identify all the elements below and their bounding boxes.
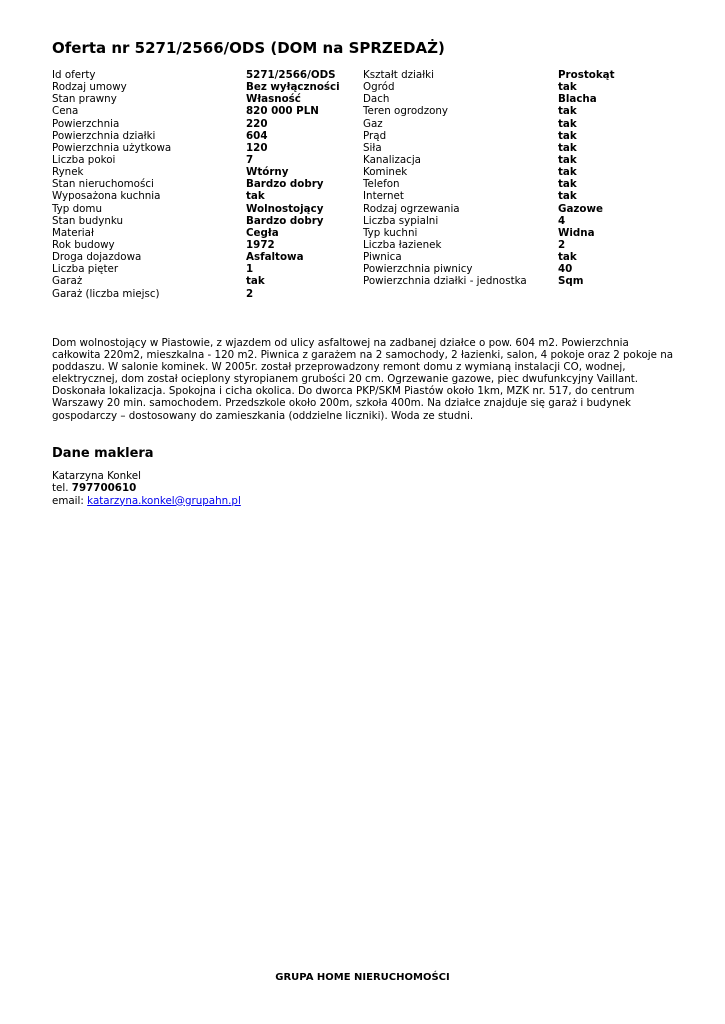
property-row bbox=[363, 142, 683, 154]
property-row bbox=[363, 154, 683, 166]
property-value: tak bbox=[558, 141, 577, 154]
property-value: Prostokąt bbox=[558, 69, 615, 81]
property-label: Stan budynku bbox=[52, 214, 124, 227]
property-label: Liczba pokoi bbox=[52, 153, 116, 166]
property-value: 4 bbox=[558, 214, 566, 227]
property-value: 120 bbox=[246, 141, 268, 154]
property-row bbox=[363, 118, 683, 130]
property-value: tak bbox=[558, 117, 577, 130]
agent-email-link[interactable]: katarzyna.konkel@grupahn.pl bbox=[87, 494, 241, 507]
property-label: Powierzchnia użytkowa bbox=[52, 141, 172, 154]
property-value: tak bbox=[558, 166, 577, 179]
property-label: Teren ogrodzony bbox=[363, 105, 449, 118]
footer-company-name: GRUPA HOME NIERUCHOMOŚCI bbox=[275, 972, 450, 983]
property-label: Materiał bbox=[52, 226, 94, 239]
property-row bbox=[363, 190, 683, 202]
property-row bbox=[52, 263, 363, 275]
property-row bbox=[363, 263, 683, 275]
property-label: Typ kuchni bbox=[363, 226, 418, 239]
property-row bbox=[52, 288, 363, 300]
property-row bbox=[363, 93, 683, 105]
property-label: Droga dojazdowa bbox=[52, 251, 142, 264]
property-row bbox=[363, 215, 683, 227]
property-label: Id oferty bbox=[52, 69, 96, 81]
property-row bbox=[52, 105, 363, 117]
property-label: Rodzaj ogrzewania bbox=[363, 202, 460, 215]
property-label: Liczba łazienek bbox=[363, 238, 442, 251]
property-value: Bardzo dobry bbox=[246, 214, 324, 227]
property-row bbox=[52, 142, 363, 154]
property-value: Wtórny bbox=[246, 166, 289, 179]
property-row bbox=[363, 166, 683, 178]
property-row bbox=[52, 130, 363, 142]
property-label: Kanalizacja bbox=[363, 153, 421, 166]
property-label: Powierzchnia bbox=[52, 117, 120, 130]
property-value: 2 bbox=[246, 287, 254, 300]
agent-email-label: email: bbox=[52, 494, 84, 507]
property-row bbox=[52, 166, 363, 178]
property-value: Sqm bbox=[558, 275, 584, 288]
property-row bbox=[52, 203, 363, 215]
property-row bbox=[363, 81, 683, 93]
property-label: Rok budowy bbox=[52, 238, 115, 251]
property-label: Piwnica bbox=[363, 251, 402, 264]
property-label: Powierzchnia piwnicy bbox=[363, 263, 473, 276]
property-value: Własność bbox=[246, 93, 301, 106]
property-label: Siła bbox=[363, 141, 382, 154]
property-label: Dach bbox=[363, 93, 390, 106]
property-column-left bbox=[52, 69, 363, 300]
property-label: Stan prawny bbox=[52, 93, 117, 106]
agent-details bbox=[52, 470, 241, 507]
property-value: 1972 bbox=[246, 238, 275, 251]
property-value: tak bbox=[558, 153, 577, 166]
property-label: Telefon bbox=[363, 178, 400, 191]
property-value: 7 bbox=[246, 153, 254, 166]
property-label: Liczba sypialni bbox=[363, 214, 439, 227]
property-row bbox=[363, 178, 683, 190]
property-row bbox=[52, 178, 363, 190]
agent-phone-line bbox=[52, 482, 241, 494]
property-row bbox=[52, 154, 363, 166]
property-value: 220 bbox=[246, 117, 268, 130]
property-value: tak bbox=[558, 190, 577, 203]
property-value: tak bbox=[558, 81, 577, 94]
property-label: Rodzaj umowy bbox=[52, 81, 127, 94]
agent-name: Katarzyna Konkel bbox=[52, 470, 141, 482]
property-row bbox=[363, 105, 683, 117]
property-label: Gaz bbox=[363, 117, 383, 130]
property-row bbox=[52, 81, 363, 93]
property-row bbox=[52, 227, 363, 239]
property-row bbox=[363, 130, 683, 142]
property-label: Rynek bbox=[52, 166, 84, 179]
property-label: Typ domu bbox=[52, 202, 102, 215]
property-label: Powierzchnia działki bbox=[52, 129, 156, 142]
property-value: Gazowe bbox=[558, 202, 603, 215]
property-label: Powierzchnia działki - jednostka bbox=[363, 275, 527, 288]
property-label: Stan nieruchomości bbox=[52, 178, 154, 191]
offer-description: Dom wolnostojący w Piastowie, z wjazdem od ulicy asfaltowej na zadbanej działce o pow. 604 m2. Powierzchnia całkowita 220m2, mieszkalna - 120 m2. Piwnica z garażem na 2 samochody, 2 łazienki, salon, 4 pokoje oraz 2 pokoje na poddaszu. W salonie kominek. W 2005r. został przeprowadzony remont domu z wymianą instalacji CO, wodnej, elektrycznej, dom został ocieplony styropianem grubości 20 cm. Ogrzewanie gazowe, piec dwufunkcyjny Vaillant. Doskonała lokalizacja. Spokojna i cicha okolica. Do dworca PKP/SKM Piastów około 1km, MZK nr. 517, do centrum Warszawy 20 min. samochodem. Przedszkole około 200m, szkoła 400m. Na działce znajduje się garaż i budynek gospodarczy – dostosowany do zamieszkania (oddzielne liczniki). Woda ze studni. bbox=[52, 337, 674, 422]
agent-phone-label: tel. bbox=[52, 482, 69, 495]
property-value: 604 bbox=[246, 129, 268, 142]
property-row bbox=[52, 239, 363, 251]
property-value: Widna bbox=[558, 226, 595, 239]
property-value: 1 bbox=[246, 263, 254, 276]
property-label: Kominek bbox=[363, 166, 408, 179]
property-value: tak bbox=[558, 178, 577, 191]
property-label: Internet bbox=[363, 190, 404, 203]
property-row bbox=[363, 275, 683, 287]
property-label: Kształt działki bbox=[363, 69, 434, 81]
property-value: tak bbox=[246, 275, 265, 288]
property-label: Wyposażona kuchnia bbox=[52, 190, 161, 203]
property-value: tak bbox=[558, 105, 577, 118]
property-value: 2 bbox=[558, 238, 566, 251]
property-label: Prąd bbox=[363, 129, 387, 142]
property-label: Cena bbox=[52, 105, 79, 118]
agent-heading: Dane maklera bbox=[52, 446, 154, 461]
property-row bbox=[363, 203, 683, 215]
property-label: Garaż bbox=[52, 275, 83, 288]
agent-email-line bbox=[52, 495, 241, 507]
property-value: tak bbox=[558, 251, 577, 264]
property-value: 820 000 PLN bbox=[246, 105, 319, 118]
property-value: 5271/2566/ODS bbox=[246, 69, 336, 81]
property-row bbox=[52, 93, 363, 105]
property-label: Ogród bbox=[363, 81, 395, 94]
property-value: Bardzo dobry bbox=[246, 178, 324, 191]
property-row bbox=[52, 69, 363, 81]
property-row bbox=[363, 227, 683, 239]
property-value: tak bbox=[558, 129, 577, 142]
property-column-right bbox=[363, 69, 683, 288]
property-value: Bez wyłączności bbox=[246, 81, 340, 94]
property-value: 40 bbox=[558, 263, 573, 276]
property-value: Wolnostojący bbox=[246, 202, 324, 215]
property-value: Asfaltowa bbox=[246, 251, 304, 264]
page-title: Oferta nr 5271/2566/ODS (DOM na SPRZEDAŻ) bbox=[52, 39, 445, 57]
property-label: Liczba pięter bbox=[52, 263, 119, 276]
property-value: tak bbox=[246, 190, 265, 203]
property-row bbox=[52, 275, 363, 287]
property-row bbox=[363, 251, 683, 263]
property-label: Garaż (liczba miejsc) bbox=[52, 287, 160, 300]
property-row bbox=[363, 69, 683, 81]
property-value: Blacha bbox=[558, 93, 597, 106]
property-row bbox=[52, 190, 363, 202]
property-row bbox=[52, 215, 363, 227]
property-row bbox=[363, 239, 683, 251]
property-row bbox=[52, 118, 363, 130]
agent-phone: 797700610 bbox=[71, 482, 137, 495]
property-value: Cegła bbox=[246, 226, 279, 239]
property-row bbox=[52, 251, 363, 263]
